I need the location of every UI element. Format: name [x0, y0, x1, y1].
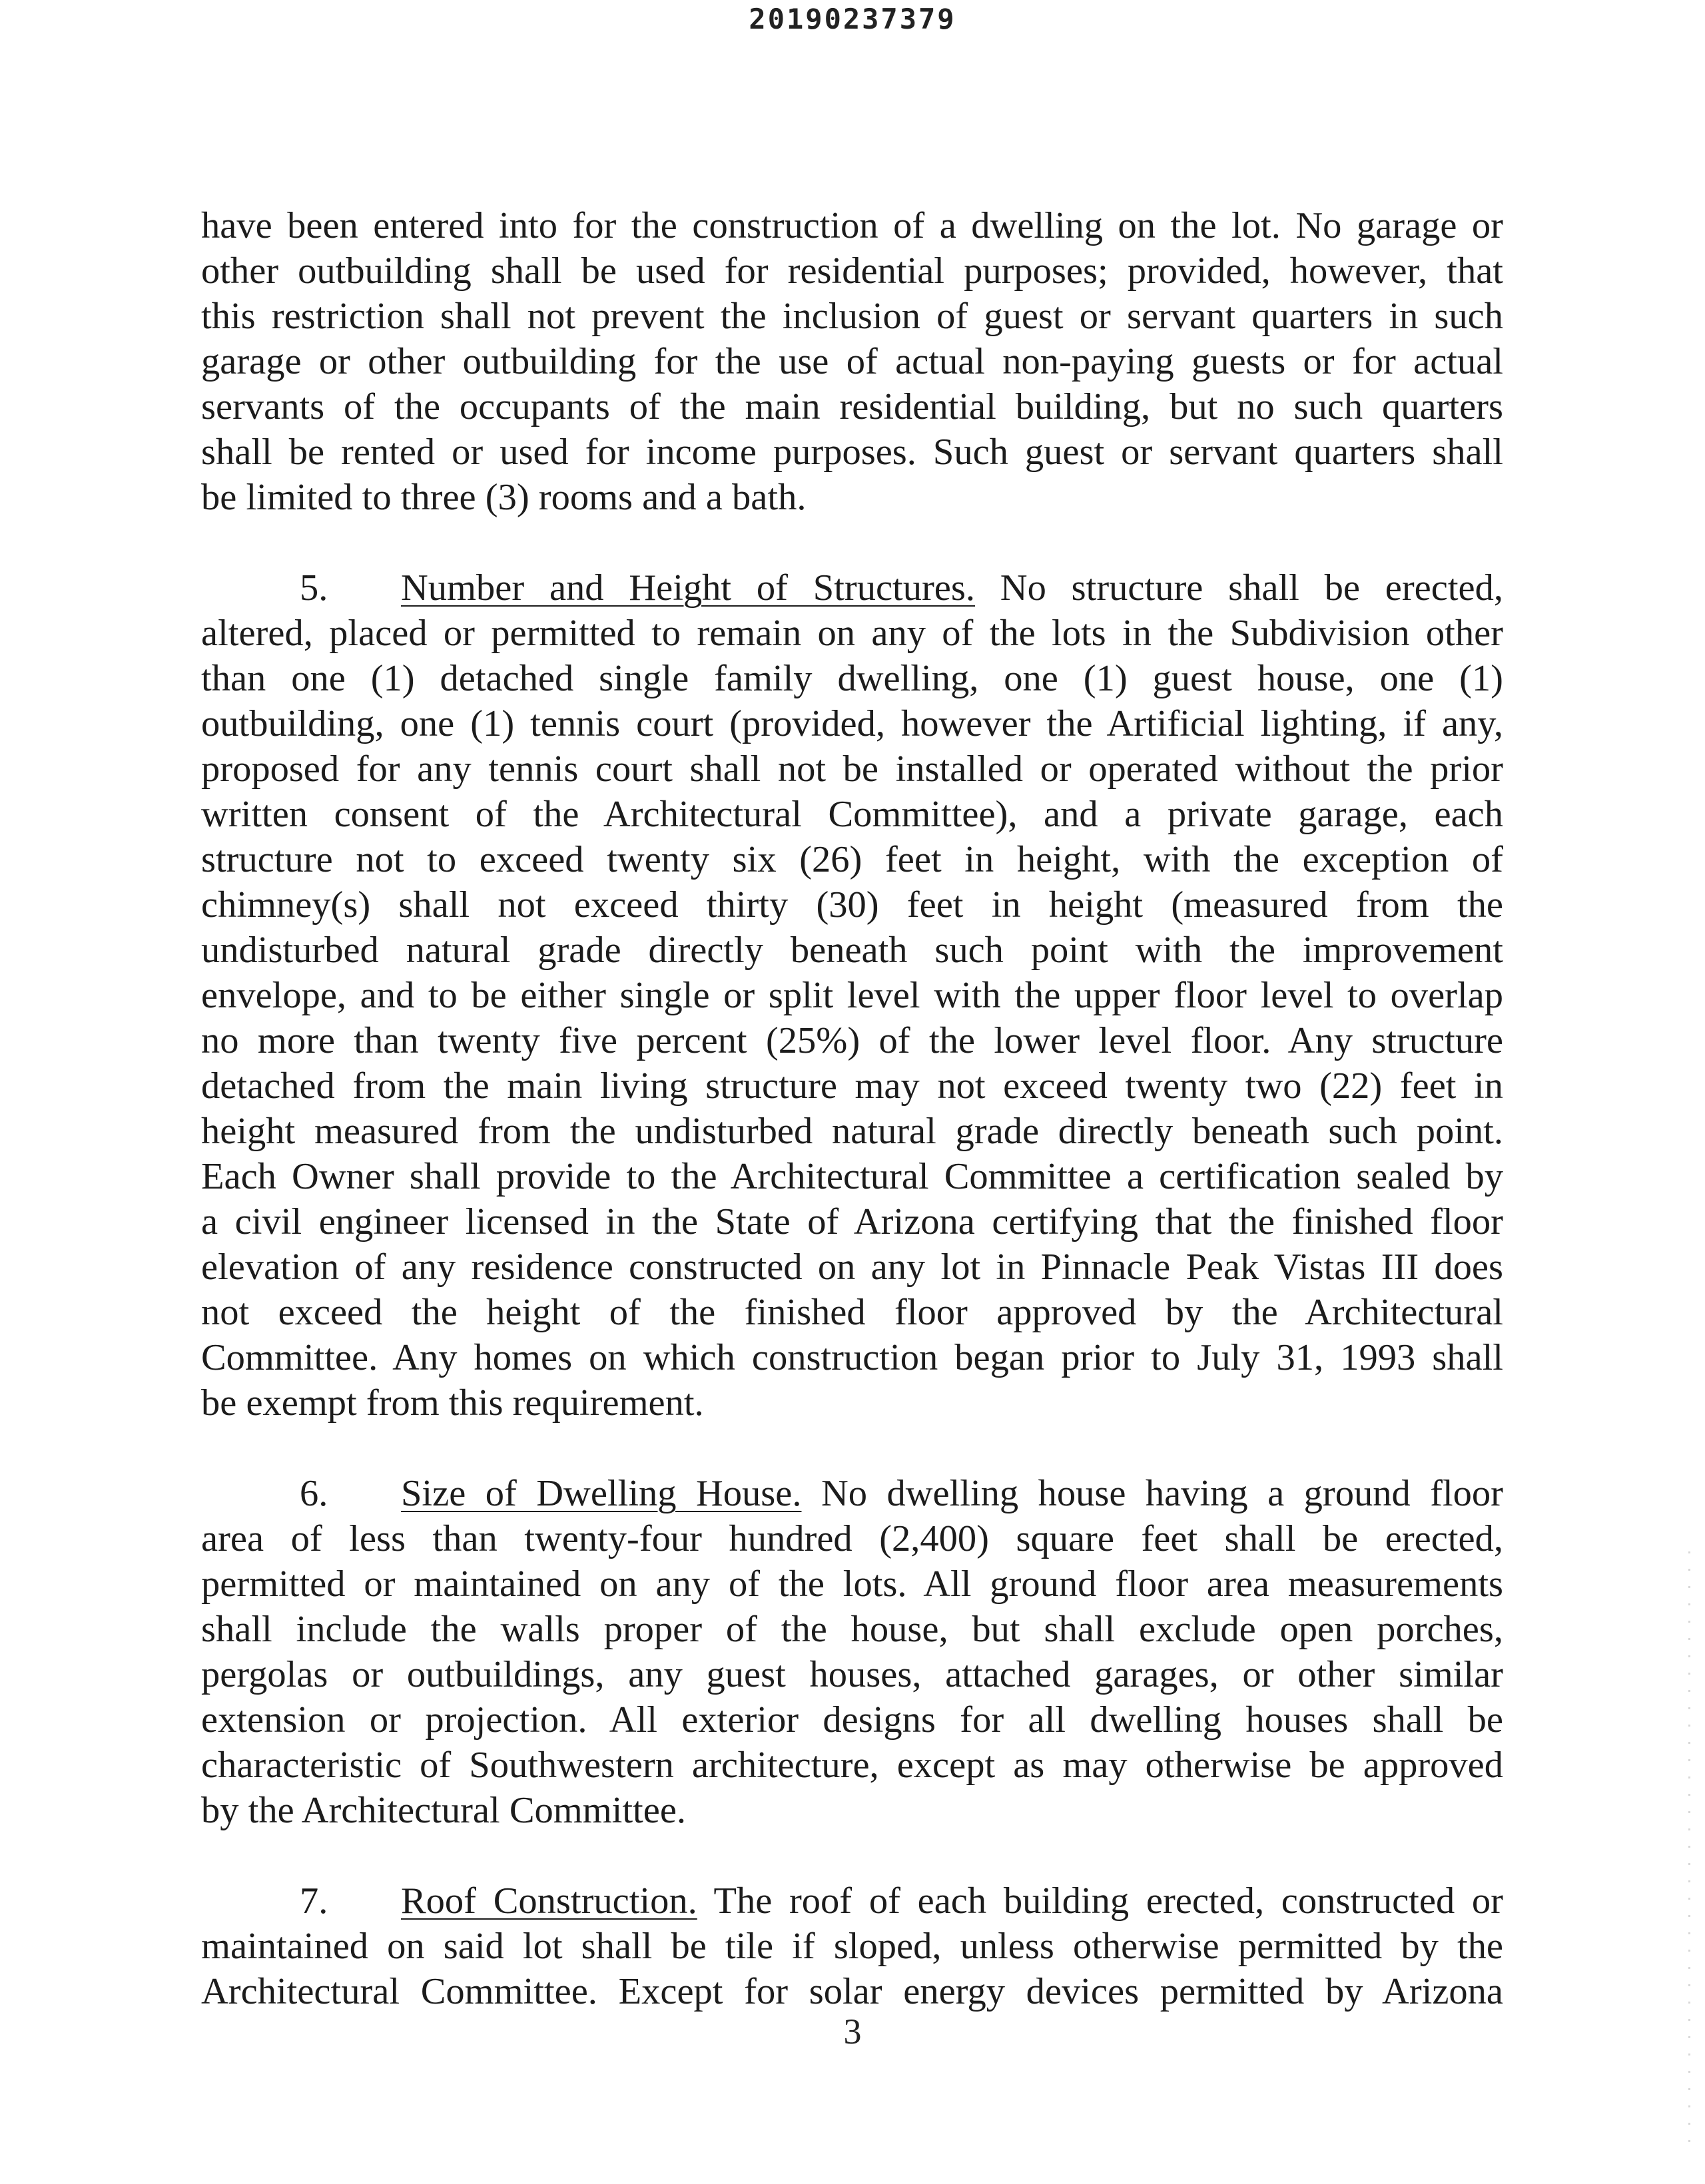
text-line: undisturbed natural grade directly beneath such point with the improvement	[201, 930, 1503, 971]
section-number: 6.	[300, 1473, 328, 1514]
text-line: a civil engineer licensed in the State of Arizona certifying that the finished floor	[201, 1201, 1503, 1242]
text-line: altered, placed or permitted to remain on any of the lots in the Subdivision other	[201, 613, 1503, 654]
scan-edge-marks	[1688, 1551, 1690, 2151]
text-line: by the Architectural Committee.	[201, 1790, 687, 1831]
text-line: servants of the occupants of the main residential building, but no such quarters	[201, 386, 1503, 427]
document-number: 20190237379	[749, 3, 956, 35]
text-line: have been entered into for the construction of a dwelling on the lot. No garage or	[201, 205, 1503, 246]
text-line: maintained on said lot shall be tile if sloped, unless otherwise permitted by the	[201, 1926, 1503, 1967]
text-line: elevation of any residence constructed on any lot in Pinnacle Peak Vistas III does	[201, 1246, 1503, 1288]
section-first-line	[201, 565, 1503, 611]
text-line: no more than twenty five percent (25%) of the lower level floor. Any structure	[201, 1020, 1503, 1061]
page-body	[201, 203, 1503, 2014]
text-line: characteristic of Southwestern architecture, except as may otherwise be approved	[201, 1745, 1503, 1786]
text-line: area of less than twenty-four hundred (2,400) square feet shall be erected,	[201, 1518, 1503, 1559]
text-line: this restriction shall not prevent the inclusion of guest or servant quarters in such	[201, 296, 1503, 337]
section-number: 7.	[300, 1880, 328, 1922]
text-line: Architectural Committee. Except for solar energy devices permitted by Arizona	[201, 1971, 1503, 2012]
text-line: structure not to exceed twenty six (26) feet in height, with the exception of	[201, 839, 1503, 880]
text-line: shall include the walls proper of the house, but shall exclude open porches,	[201, 1609, 1503, 1650]
text-line: be limited to three (3) rooms and a bath.	[201, 477, 807, 518]
text-line: permitted or maintained on any of the lots. All ground floor area measurements	[201, 1563, 1503, 1605]
text-line: pergolas or outbuildings, any guest houses, attached garages, or other similar	[201, 1654, 1503, 1695]
section-first-line-text: The roof of each building erected, constructed or	[697, 1880, 1503, 1922]
text-line: chimney(s) shall not exceed thirty (30) feet in height (measured from the	[201, 884, 1503, 926]
text-line: garage or other outbuilding for the use of actual non-paying guests or for actual	[201, 341, 1503, 382]
text-line: Committee. Any homes on which construction began prior to July 31, 1993 shall	[201, 1337, 1503, 1378]
section-first-line	[201, 1471, 1503, 1516]
paragraph-continuation	[201, 203, 1503, 520]
section-first-line-text: No dwelling house having a ground floor	[801, 1473, 1504, 1514]
section-heading: Number and Height of Structures.	[401, 567, 975, 609]
text-line: written consent of the Architectural Committee), and a private garage, each	[201, 794, 1503, 835]
section-first-line-text: No structure shall be erected,	[975, 567, 1503, 609]
text-line: other outbuilding shall be used for residential purposes; provided, however, that	[201, 250, 1503, 292]
text-line: height measured from the undisturbed natural grade directly beneath such point.	[201, 1111, 1503, 1152]
text-line: outbuilding, one (1) tennis court (provided, however the Artificial lighting, if any,	[201, 703, 1503, 744]
text-line: proposed for any tennis court shall not be installed or operated without the prior	[201, 748, 1503, 790]
text-line: not exceed the height of the finished floor approved by the Architectural	[201, 1292, 1503, 1333]
text-line: extension or projection. All exterior designs for all dwelling houses shall be	[201, 1699, 1503, 1741]
text-line: shall be rented or used for income purposes. Such guest or servant quarters shall	[201, 431, 1503, 473]
section-number: 5.	[300, 567, 328, 609]
section-first-line	[201, 1878, 1503, 1924]
page-number: 3	[843, 2012, 862, 2051]
text-line: be exempt from this requirement.	[201, 1382, 704, 1424]
text-line: detached from the main living structure may not exceed twenty two (22) feet in	[201, 1065, 1503, 1107]
section-6	[201, 1471, 1503, 1833]
text-line: envelope, and to be either single or split level with the upper floor level to overlap	[201, 975, 1503, 1016]
text-line: Each Owner shall provide to the Architectural Committee a certification sealed by	[201, 1156, 1503, 1197]
section-7	[201, 1878, 1503, 2014]
text-line: than one (1) detached single family dwelling, one (1) guest house, one (1)	[201, 658, 1503, 699]
section-heading: Roof Construction.	[401, 1880, 697, 1922]
section-heading: Size of Dwelling House.	[401, 1473, 802, 1514]
section-5	[201, 565, 1503, 1426]
